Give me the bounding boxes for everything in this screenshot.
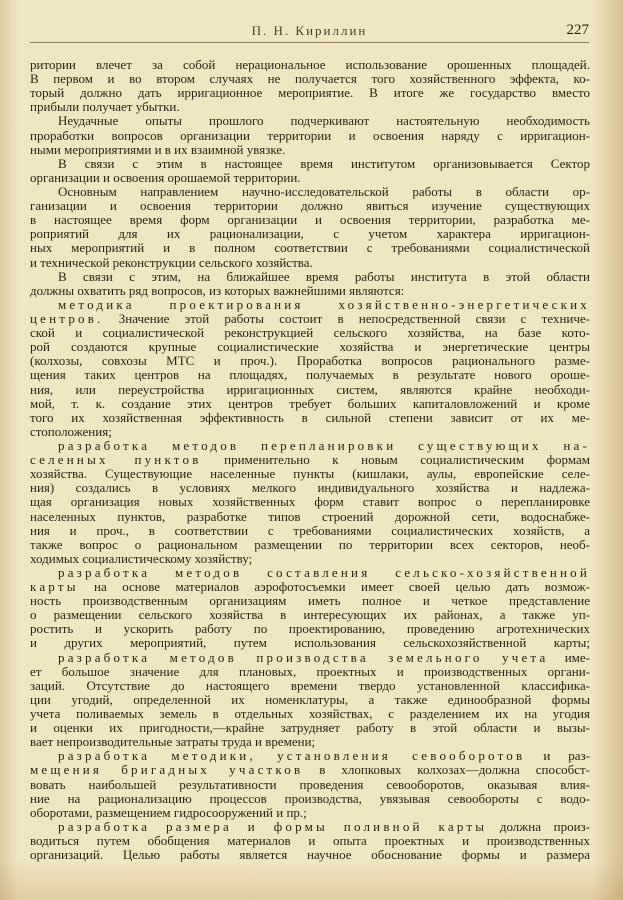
- text-line: [30, 100, 590, 114]
- line-text: ния, или переустройства ирригационных систем, являются крайне необходи-: [30, 381, 590, 397]
- text-line: [30, 227, 590, 241]
- line-text: на основе материалов аэрофотосъемки имеет своей целью дать возмож-: [78, 579, 590, 595]
- line-text: ных мероприятий и в полном соответствии с требованиями социалистической: [30, 240, 590, 256]
- text-line: [30, 679, 590, 693]
- line-text: роприятий для их рационализации, с учетом характера ирригацион-: [30, 226, 590, 242]
- line-text: заций. Отсутствие до настоящего времени твердо установленной классифика-: [30, 677, 590, 693]
- text-line: [30, 481, 590, 495]
- line-text: (колхозы, совхозы МТС и проч.). Проработка вопросов рационального разме-: [30, 353, 590, 369]
- text-line: [30, 397, 590, 411]
- text-line: [30, 566, 590, 580]
- text-line: [30, 552, 590, 566]
- text-line: [30, 594, 590, 608]
- text-line: [30, 383, 590, 397]
- text-line: [30, 114, 590, 128]
- running-title: П. Н. Кириллин: [251, 23, 368, 38]
- line-text: щения таких центров на площадях, получаемых в результате нового ороше-: [30, 367, 590, 383]
- text-line: [30, 213, 590, 227]
- page-body-text: [30, 58, 590, 862]
- line-text: учета поливаемых земель в отдельных хозяйствах, с разделением их на угодия: [30, 706, 590, 722]
- line-text: ность производственным организациям иметь полное и четкое представление: [30, 593, 590, 609]
- spaced-emphasis: разработка методов производства земельного учета: [58, 649, 549, 665]
- text-line: [30, 707, 590, 721]
- line-text: и раз-: [525, 748, 590, 764]
- line-text: населенных пунктов, разработке типов строений дорожной сети, водоснабже-: [30, 508, 590, 524]
- line-text: в хлопковых колхозах—должна способст-: [303, 762, 590, 778]
- text-line: [30, 636, 590, 650]
- text-line: [30, 467, 590, 481]
- line-text: должны охватить ряд вопросов, из которых важнейшими являются:: [30, 282, 405, 298]
- text-line: [30, 495, 590, 509]
- text-line: [30, 157, 590, 171]
- text-line: [30, 368, 590, 382]
- line-text: Основным направлением научно-исследовательской работы в области ор-: [58, 183, 590, 199]
- spaced-emphasis: разработка методов перепланировки существующих на-: [58, 437, 590, 453]
- text-line: [30, 721, 590, 735]
- line-text: вает непроизводительные затраты труда и времени;: [30, 734, 316, 750]
- text-line: [30, 411, 590, 425]
- text-line: [30, 256, 590, 270]
- spaced-emphasis: разработка методики, установления севооборотов: [58, 748, 526, 764]
- text-line: [30, 185, 590, 199]
- line-text: ния) создались в условиях мелкого индивидуального хозяйства и надлежа-: [30, 480, 590, 496]
- line-text: ганизации и освоения территории должно явиться изучение существующих: [30, 198, 590, 214]
- text-line: [30, 792, 590, 806]
- text-line: [30, 143, 590, 157]
- page-number: 227: [566, 22, 589, 38]
- line-text: проработки вопросов организации территории и освоения наряду с ирригацион-: [30, 127, 590, 143]
- text-line: [30, 538, 590, 552]
- text-line: [30, 129, 590, 143]
- line-text: ростить и ускорить работу по проектированию, проведению агротехнических: [30, 621, 590, 637]
- text-line: [30, 58, 590, 72]
- line-text: в настоящее время форм организации и освоения территории, разработка ме-: [30, 212, 590, 228]
- text-line: [30, 284, 590, 298]
- text-line: [30, 820, 590, 834]
- line-text: и других мероприятий, путем использования сельскохозяйственной карты;: [30, 635, 590, 651]
- line-text: торый должно дать ирригационное мероприятие. В итоге же государство вместо: [30, 85, 590, 101]
- line-text: оборотами, размещением гидросооружений и пр.;: [30, 804, 307, 820]
- line-text: ходимых социалистическому хозяйству;: [30, 550, 253, 566]
- line-text: и технической реконструкции сельского хозяйства.: [30, 254, 313, 270]
- line-text: должна произ-: [487, 818, 590, 834]
- line-text: име-: [548, 649, 590, 665]
- line-text: В связи с этим в настоящее время институтом организовывается Сектор: [58, 155, 590, 171]
- line-text: Значение этой работы состоит в непосредственной связи с техниче-: [103, 310, 590, 326]
- text-line: [30, 86, 590, 100]
- line-text: ритории влечет за собой нерациональное использование орошенных площадей.: [30, 57, 590, 72]
- line-text: того их хозяйственная эффективность в сильной степени зависит от их ме-: [30, 409, 590, 425]
- text-line: [30, 171, 590, 185]
- line-text: о размещении сельского хозяйства в интересующих их районах, а также уп-: [30, 607, 590, 623]
- text-line: [30, 270, 590, 284]
- text-line: [30, 326, 590, 340]
- text-line: [30, 622, 590, 636]
- text-line: [30, 580, 590, 594]
- text-line: [30, 763, 590, 777]
- text-line: [30, 354, 590, 368]
- line-text: организаций. Целью работы является научное обоснование формы и размера: [30, 847, 590, 863]
- line-text: стоположения;: [30, 423, 112, 439]
- line-text: щая организация новых хозяйственных форм ставит вопрос о перепланировке: [30, 494, 590, 510]
- line-text: организации и освоения орошаемой территории.: [30, 169, 301, 185]
- line-text: хозяйства. Существующие населенные пункты (кишлаки, аулы, европейские селе-: [30, 466, 590, 482]
- text-line: [30, 453, 590, 467]
- line-text: применительно к новым социалистическим формам: [201, 452, 590, 468]
- line-text: Неудачные опыты прошлого подчеркивают настоятельную необходимость: [58, 113, 590, 129]
- spaced-emphasis: центров.: [30, 310, 104, 326]
- text-line: [30, 693, 590, 707]
- spaced-emphasis: селенных пунктов: [30, 452, 202, 468]
- line-text: ции угодий, определенной их номенклатуры, а также единообразной формы: [30, 691, 590, 707]
- line-text: ет большое значение для плановых, проектных и производственных органи-: [30, 663, 590, 679]
- text-line: [30, 848, 590, 862]
- text-line: [30, 524, 590, 538]
- text-line: [30, 806, 590, 820]
- line-text: ния и проч., в соответствии с требованиями социалистических хозяйств, а: [30, 522, 590, 538]
- text-line: [30, 834, 590, 848]
- text-line: [30, 778, 590, 792]
- spaced-emphasis: разработка размера и формы поливной карты: [58, 818, 488, 834]
- text-line: [30, 608, 590, 622]
- line-text: водиться путем обобщения материалов и опыта проектных и производственных: [30, 833, 590, 849]
- text-line: [30, 510, 590, 524]
- text-line: [30, 72, 590, 86]
- text-line: [30, 298, 590, 312]
- text-line: [30, 665, 590, 679]
- text-line: [30, 735, 590, 749]
- line-text: вовать наибольшей результативности проведения севооборотов, оказывая влия-: [30, 776, 590, 792]
- text-line: [30, 425, 590, 439]
- line-text: ными мероприятиями и в их взаимной увязке.: [30, 141, 286, 157]
- text-line: [30, 651, 590, 665]
- text-line: [30, 749, 590, 763]
- line-text: В связи с этим, на ближайшее время работы института в этой области: [58, 268, 590, 284]
- line-text: ние на рационализацию процессов производства, увязывая севообороты с водо-: [30, 790, 590, 806]
- line-text: В первом и во втором случаях не получается того хозяйственного эффекта, ко-: [30, 71, 590, 87]
- line-text: рой создаются крупные социалистические хозяйства и энергетические центры: [30, 339, 590, 355]
- line-text: мой, т. к. создание этих центров требует больших капиталовложений и кроме: [30, 395, 590, 411]
- line-text: ской и социалистической реконструкцией сельского хозяйства, на базе кото-: [30, 325, 590, 341]
- spaced-emphasis: методика проектирования хозяйственно-энергетических: [58, 296, 590, 312]
- spaced-emphasis: разработка методов составления сельско-хозяйственной: [58, 564, 590, 580]
- text-line: [30, 312, 590, 326]
- page-header: [30, 22, 589, 43]
- line-text: прибыли получает убытки.: [30, 99, 180, 115]
- spaced-emphasis: мещения бригадных участков: [30, 762, 304, 778]
- text-line: [30, 199, 590, 213]
- line-text: также вопрос о рациональном размещении по территории всех секторов, необ-: [30, 536, 590, 552]
- spaced-emphasis: карты: [30, 579, 79, 595]
- line-text: и оценки их пригодности,—крайне затрудняет работу в этой области и вызы-: [30, 720, 590, 736]
- text-line: [30, 340, 590, 354]
- text-line: [30, 439, 590, 453]
- text-line: [30, 241, 590, 255]
